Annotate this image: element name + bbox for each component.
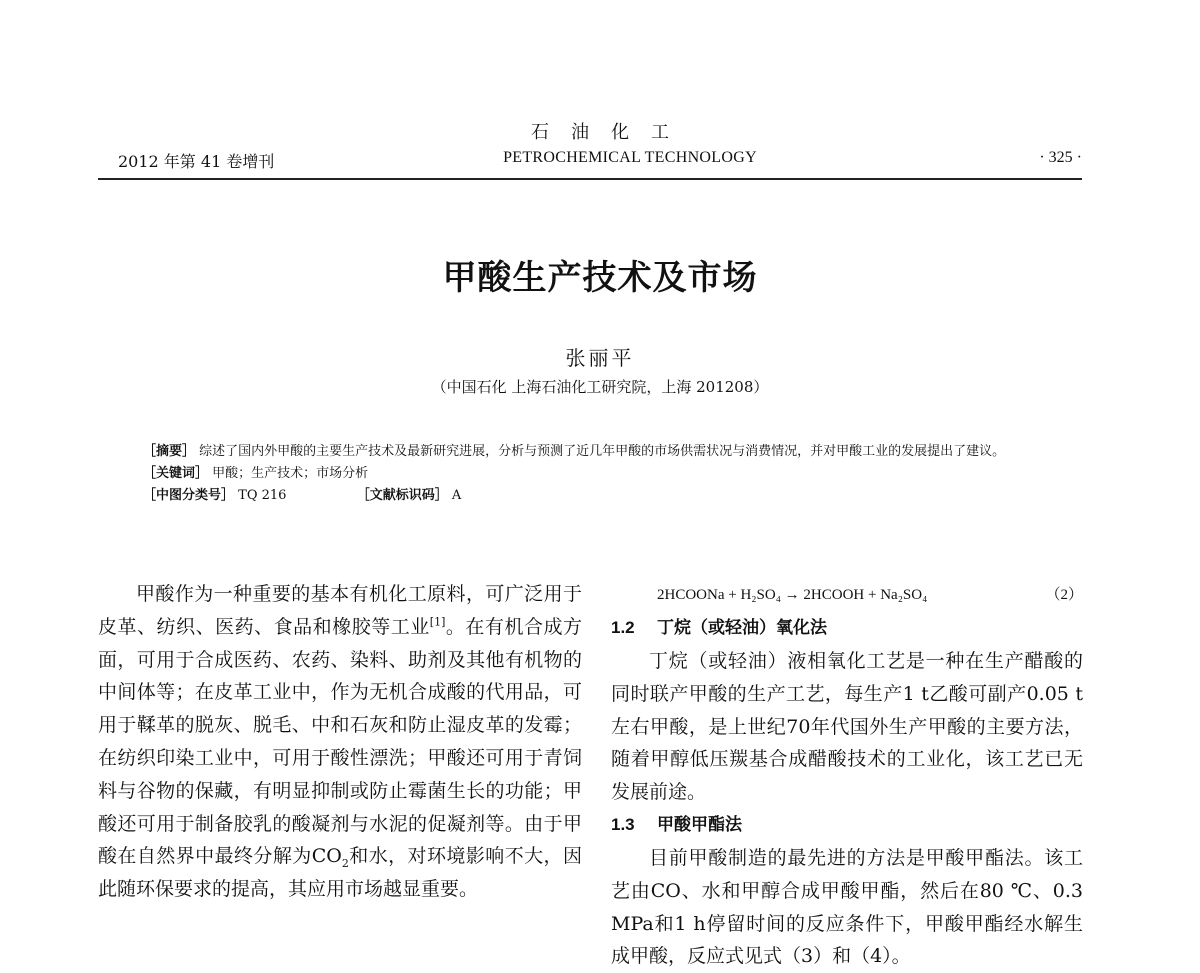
section-heading-1-3: [611, 809, 1083, 842]
clc-label: ［中图分类号］: [143, 488, 235, 503]
left-column: [98, 578, 582, 906]
header-rule: [98, 178, 1082, 180]
section-number: 1.3: [611, 815, 635, 835]
intro-text-a: 甲酸作为一种重要的基本有机化工原料，可广泛用于皮革、纺织、医药、食品和橡胶等工业: [98, 583, 582, 638]
citation-ref: [1]: [429, 615, 446, 629]
doc-code-label: ［文献标识码］: [356, 488, 448, 503]
co2-subscript: 2: [341, 857, 349, 871]
equation-2: [611, 578, 1083, 612]
equation-number: （2）: [1045, 586, 1083, 603]
abstract-label: ［摘要］: [143, 444, 196, 459]
intro-paragraph: [98, 578, 582, 906]
page-number: · 325 ·: [1039, 149, 1082, 166]
abstract-block: [143, 441, 1043, 507]
keywords: [143, 463, 1043, 485]
classification-row: [143, 485, 1043, 507]
issue-info: 2012 年第 41 卷增刊: [118, 152, 275, 171]
right-column: [611, 578, 1083, 973]
section-heading-1-2: [611, 612, 1083, 645]
author: 张丽平: [565, 346, 635, 370]
journal-name-en: PETROCHEMICAL TECHNOLOGY: [503, 149, 757, 166]
clc-code: TQ 216: [238, 488, 287, 503]
section-1-3-paragraph: 目前甲酸制造的最先进的方法是甲酸甲酯法。该工艺由CO、水和甲醇合成甲酸甲酯，然后在80 ℃、0.3 MPa和1 h停留时间的反应条件下，甲酸甲酯经水解生成甲酸，反应式见式（3）和（4）。: [611, 846, 1083, 968]
equation-text: 2HCOONa + H₂SO₄ → 2HCOOH + Na₂SO₄: [657, 586, 928, 603]
intro-text-c: 和水，对环境影响不大，因此随环保要求的提高，其应用市场越显重要。: [98, 845, 582, 901]
doc-code: A: [451, 488, 462, 503]
section-title: 甲酸甲酯法: [657, 815, 742, 836]
keywords-label: ［关键词］: [143, 466, 209, 481]
journal-name-cn: 石油化工: [531, 122, 691, 143]
section-1-2-paragraph: 丁烷（或轻油）液相氧化工艺是一种在生产醋酸的同时联产甲酸的生产工艺，每生产1 t乙酸可副产0.05 t左右甲酸，是上世纪70年代国外生产甲酸的主要方法，随着甲醇低压羰基合成醋酸技术的工业化，该工艺已无发展前途。: [611, 650, 1083, 804]
section-title: 丁烷（或轻油）氧化法: [657, 618, 827, 639]
abstract: [143, 441, 1043, 463]
section-number: 1.2: [611, 618, 635, 638]
article-title: 甲酸生产技术及市场: [442, 258, 758, 298]
intro-text-b: 。在有机合成方面，可用于合成医药、农药、染料、助剂及其他有机物的中间体等；在皮革工业中，作为无机合成酸的代用品，可用于鞣革的脱灰、脱毛、中和石灰和防止湿皮革的发霉；在纺织印染工业中，可用于酸性漂洗；甲酸还可用于青饲料与谷物的保藏，有明显抑制或防止霉菌生长的功能；甲酸还可用于制备胶乳的酸凝剂与水泥的促凝剂等。由于甲酸在自然界中最终分解为CO: [98, 615, 582, 868]
affiliation: （中国石化 上海石油化工研究院，上海 201208）: [431, 378, 769, 396]
abstract-text: 综述了国内外甲酸的主要生产技术及最新研究进展，分析与预测了近几年甲酸的市场供需状况与消费情况，并对甲酸工业的发展提出了建议。: [199, 444, 1006, 459]
keywords-text: 甲酸；生产技术；市场分析: [212, 466, 369, 481]
